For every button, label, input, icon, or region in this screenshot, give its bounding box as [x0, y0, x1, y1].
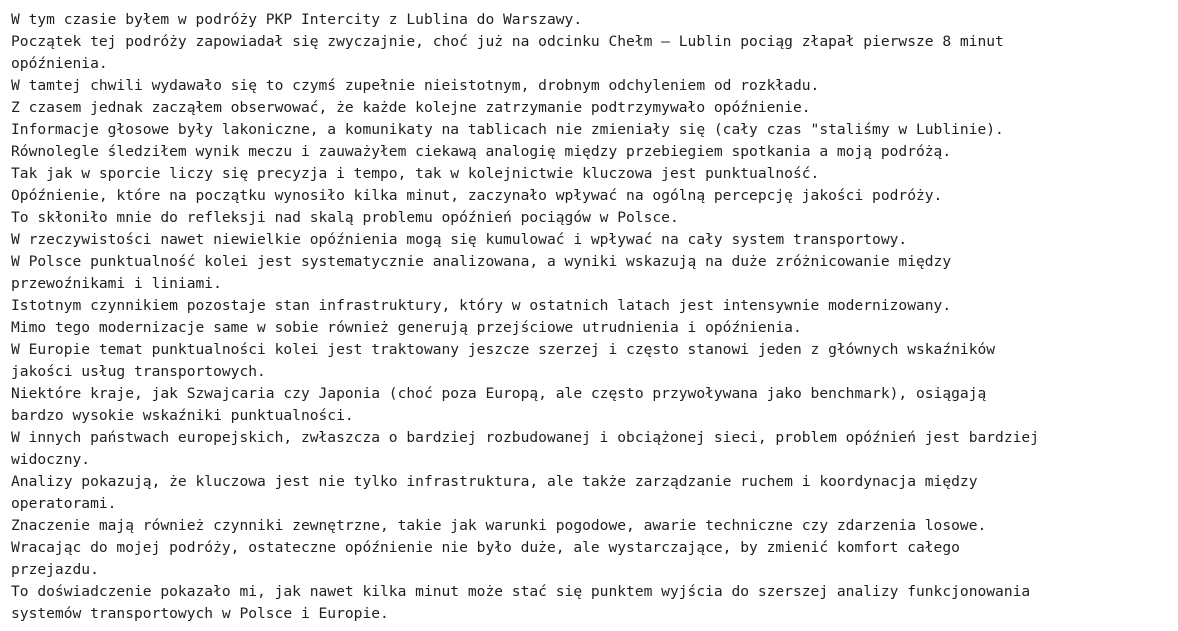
text-line-11: W rzeczywistości nawet niewielkie opóźnienia mogą się kumulować i wpływać na cały system transportowy. [11, 231, 908, 248]
text-line-23: operatorami. [11, 495, 117, 512]
text-line-20: W innych państwach europejskich, zwłaszcza o bardziej rozbudowanej i obciążonej sieci, problem opóźnień jest bardziej [11, 429, 1039, 446]
text-line-1: W tym czasie byłem w podróży PKP Intercity z Lublina do Warszawy. [11, 11, 583, 28]
text-line-12: W Polsce punktualność kolei jest systematycznie analizowana, a wyniki wskazują na duże zróżnicowanie między [11, 253, 952, 270]
text-line-13: przewoźnikami i liniami. [11, 275, 222, 292]
text-line-2: Początek tej podróży zapowiadał się zwyczajnie, choć już na odcinku Chełm – Lublin pociąg złapał pierwsze 8 minut [11, 33, 1004, 50]
text-line-4: W tamtej chwili wydawało się to czymś zupełnie nieistotnym, drobnym odchyleniem od rozkładu. [11, 77, 820, 94]
text-line-15: Mimo tego modernizacje same w sobie również generują przejściowe utrudnienia i opóźnienia. [11, 319, 802, 336]
text-line-6: Informacje głosowe były lakoniczne, a komunikaty na tablicach nie zmieniały się (cały czas "staliśmy w Lublinie). [11, 121, 1004, 138]
text-line-24: Znaczenie mają również czynniki zewnętrzne, takie jak warunki pogodowe, awarie techniczne czy zdarzenia losowe. [11, 517, 987, 534]
text-line-25: Wracając do mojej podróży, ostateczne opóźnienie nie było duże, ale wystarczające, by zmienić komfort całego [11, 539, 960, 556]
text-line-10: To skłoniło mnie do refleksji nad skalą problemu opóźnień pociągów w Polsce. [11, 209, 679, 226]
text-line-19: bardzo wysokie wskaźniki punktualności. [11, 407, 354, 424]
text-line-16: W Europie temat punktualności kolei jest traktowany jeszcze szerzej i często stanowi jeden z głównych wskaźników [11, 341, 996, 358]
text-line-22: Analizy pokazują, że kluczowa jest nie tylko infrastruktura, ale także zarządzanie ruchem i koordynacja między [11, 473, 978, 490]
text-line-17: jakości usług transportowych. [11, 363, 266, 380]
text-line-7: Równolegle śledziłem wynik meczu i zauważyłem ciekawą analogię między przebiegiem spotkania a moją podróżą. [11, 143, 952, 160]
text-line-21: widoczny. [11, 451, 91, 468]
text-line-28: systemów transportowych w Polsce i Europie. [11, 605, 389, 622]
text-line-5: Z czasem jednak zacząłem obserwować, że każde kolejne zatrzymanie podtrzymywało opóźnienie. [11, 99, 811, 116]
text-line-26: przejazdu. [11, 561, 99, 578]
text-line-18: Niektóre kraje, jak Szwajcaria czy Japonia (choć poza Europą, ale często przywoływana jako benchmark), osiągają [11, 385, 987, 402]
text-line-9: Opóźnienie, które na początku wynosiło kilka minut, zaczynało wpływać na ogólną percepcję jakości podróży. [11, 187, 943, 204]
text-line-8: Tak jak w sporcie liczy się precyzja i tempo, tak w kolejnictwie kluczowa jest punktualność. [11, 165, 820, 182]
text-line-27: To doświadczenie pokazało mi, jak nawet kilka minut może stać się punktem wyjścia do szerszej analizy funkcjonowania [11, 583, 1031, 600]
text-line-14: Istotnym czynnikiem pozostaje stan infrastruktury, który w ostatnich latach jest intensywnie modernizowany. [11, 297, 952, 314]
text-line-3: opóźnienia. [11, 55, 108, 72]
